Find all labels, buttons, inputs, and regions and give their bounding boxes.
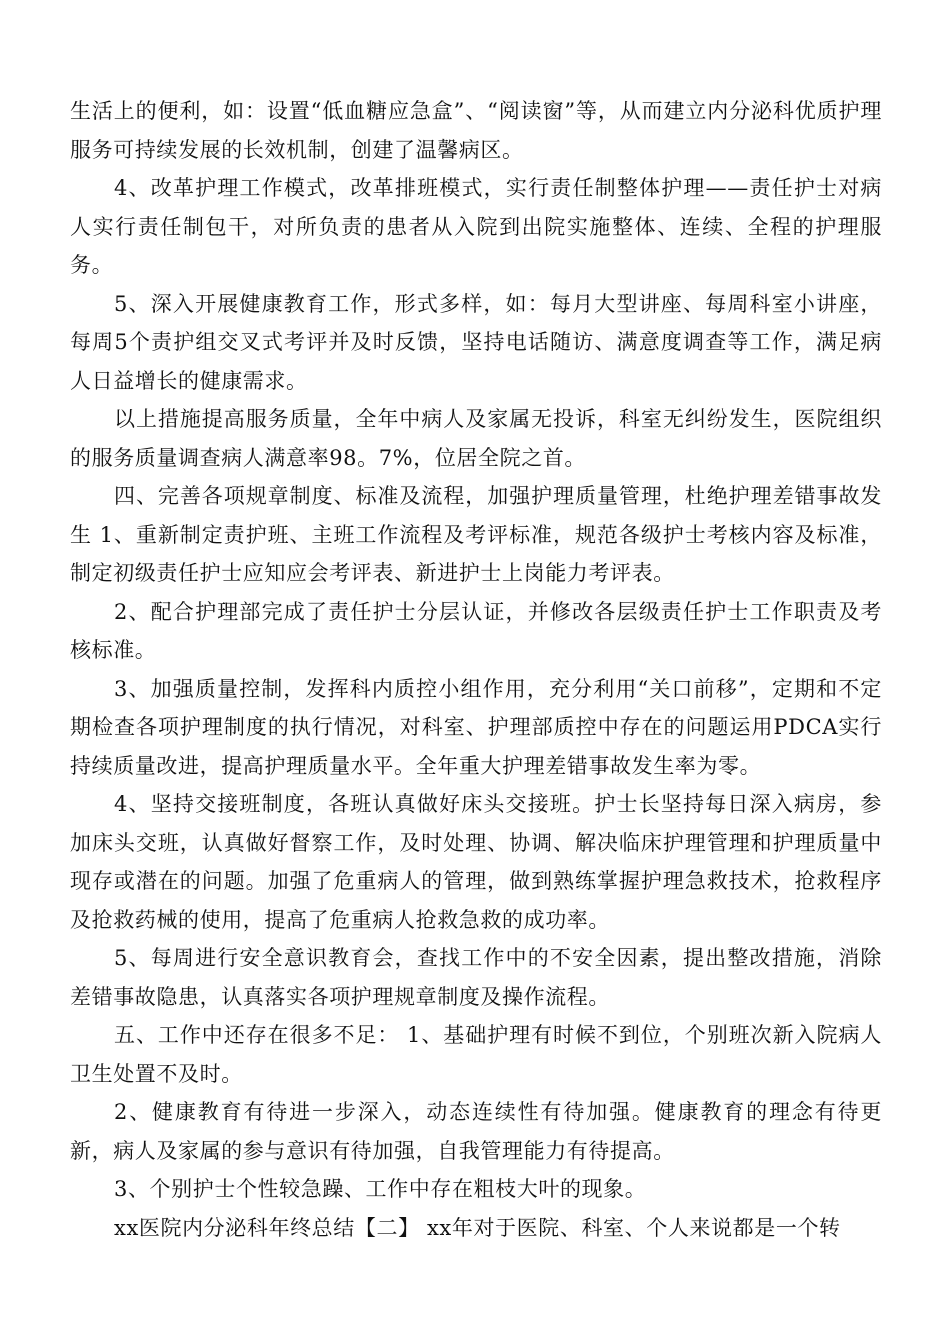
- paragraph-continuation: 生活上的便利，如：设置“低血糖应急盒”、“阅读窗”等，从而建立内分泌科优质护理服务可持续发展的长效机制，创建了温馨病区。: [70, 99, 882, 162]
- paragraph-section-4-item-3: 3、加强质量控制，发挥科内质控小组作用，充分利用“关口前移”，定期和不定期检查各项护理制度的执行情况，对科室、护理部质控中存在的问题运用PDCA实行持续质量改进，提高护理质量水平。全年重大护理差错事故发生率为零。: [70, 676, 882, 778]
- paragraph-section-4-item-5: 5、每周进行安全意识教育会，查找工作中的不安全因素，提出整改措施，消除差错事故隐患，认真落实各项护理规章制度及操作流程。: [70, 946, 882, 1009]
- paragraph-section-5-item-3: 3、个别护士个性较急躁、工作中存在粗枝大叶的现象。: [114, 1177, 647, 1201]
- paragraph-item-5-health-education: 5、深入开展健康教育工作，形式多样，如：每月大型讲座、每周科室小讲座，每周5个责护组交叉式考评并及时反馈，坚持电话随访、满意度调查等工作，满足病人日益增长的健康需求。: [70, 291, 882, 393]
- paragraph-summary-satisfaction: 以上措施提高服务质量，全年中病人及家属无投诉，科室无纠纷发生，医院组织的服务质量调查病人满意率98。7%，位居全院之首。: [70, 407, 882, 470]
- paragraph-section-4-item-4: 4、坚持交接班制度，各班认真做好床头交接班。护士长坚持每日深入病房，参加床头交班，认真做好督察工作，及时处理、协调、解决临床护理管理和护理质量中现存或潜在的问题。加强了危重病人的管理，做到熟练掌握护理急救技术，抢救程序及抢救药械的使用，提高了危重病人抢救急救的成功率。: [70, 792, 882, 932]
- document-body: [70, 92, 882, 1247]
- paragraph-section-4-item-2: 2、配合护理部完成了责任护士分层认证，并修改各层级责任护士工作职责及考核标准。: [70, 599, 882, 662]
- paragraph-section-4-heading: 四、完善各项规章制度、标准及流程，加强护理质量管理，杜绝护理差错事故发生 1、重新制定责护班、主班工作流程及考评标准，规范各级护士考核内容及标准，制定初级责任护士应知应会考评表、新进护士上岗能力考评表。: [70, 484, 882, 585]
- paragraph-section-5-heading: 五、工作中还存在很多不足： 1、基础护理有时候不到位，个别班次新入院病人卫生处置不及时。: [70, 1023, 882, 1086]
- paragraph-section-5-item-2: 2、健康教育有待进一步深入，动态连续性有待加强。健康教育的理念有待更新，病人及家属的参与意识有待加强，自我管理能力有待提高。: [70, 1100, 882, 1163]
- paragraph-item-4-reform: 4、改革护理工作模式，改革排班模式，实行责任制整体护理——责任护士对病人实行责任制包干，对所负责的患者从入院到出院实施整体、连续、全程的护理服务。: [70, 176, 882, 277]
- paragraph-part-two-title: xx医院内分泌科年终总结【二】 xx年对于医院、科室、个人来说都是一个转: [114, 1215, 841, 1240]
